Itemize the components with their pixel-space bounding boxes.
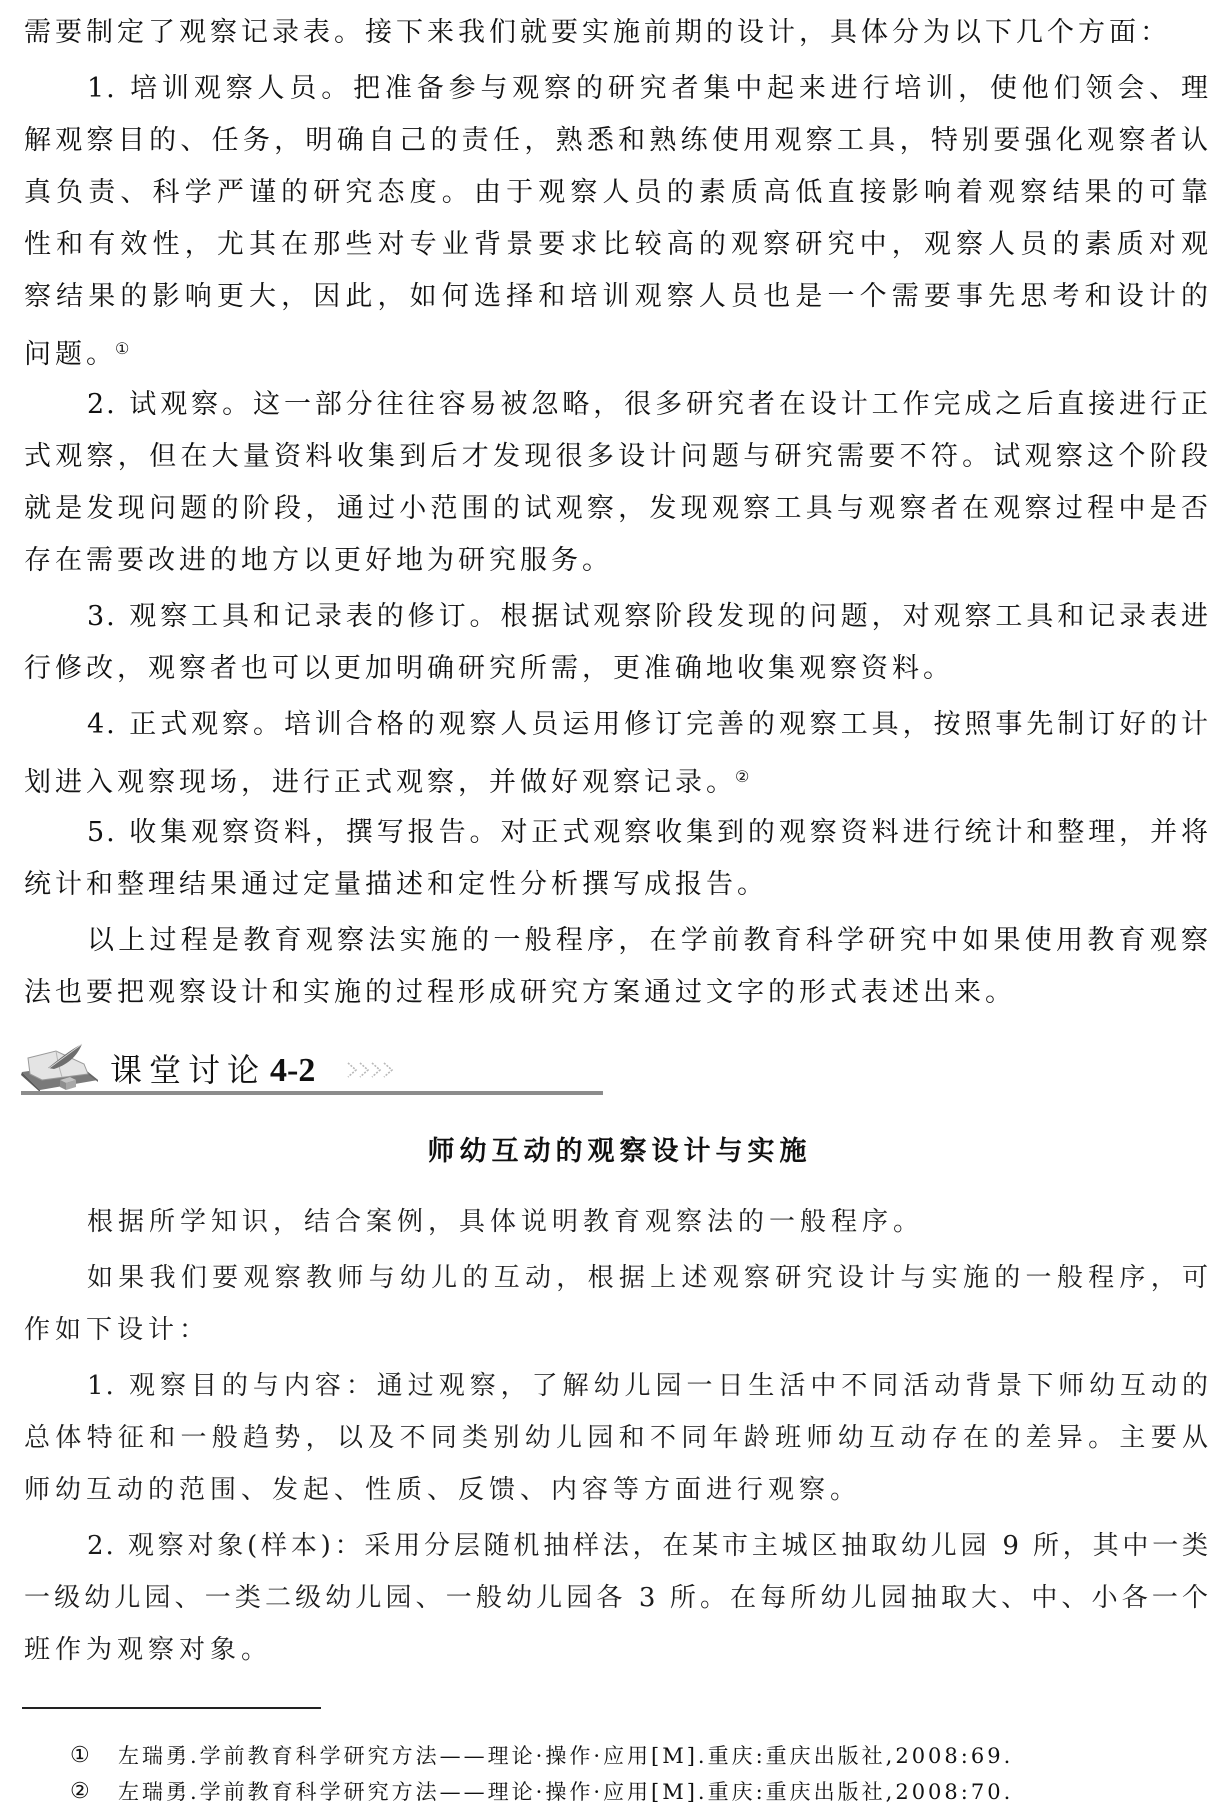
text-line: 存在需要改进的地方以更好地为研究服务。: [24, 545, 613, 576]
text-line: 1. 观察目的与内容：通过观察，了解幼儿园一日生活中不同活动背景下师幼互动的: [87, 1371, 1210, 1401]
text-line-content: 划进入观察现场，进行正式观察，并做好观察记录。: [24, 767, 737, 798]
footnotes: [0, 1738, 1223, 1810]
main-text: [24, 7, 1210, 1019]
footnote-text: 左瑞勇.学前教育科学研究方法——理论·操作·应用[M].重庆:重庆出版社,2008:70.: [118, 1780, 1014, 1804]
text-line: 解观察目的、任务，明确自己的责任，熟悉和熟练使用观察工具，特别要强化观察者认: [24, 125, 1210, 156]
text-line: 察结果的影响更大，因此，如何选择和培训观察人员也是一个需要事先思考和设计的: [24, 281, 1210, 312]
footnote-mark: ①: [70, 1743, 90, 1768]
chevrons-icon: [344, 1061, 400, 1079]
paragraph-formal-observation: [24, 699, 1210, 803]
text-line: 性和有效性，尤其在那些对专业背景要求比较高的观察研究中，观察人员的素质对观: [24, 229, 1210, 260]
text-line: 5. 收集观察资料，撰写报告。对正式观察收集到的观察资料进行统计和整理，并将: [87, 817, 1210, 848]
text-line: 根据所学知识，结合案例，具体说明教育观察法的一般程序。: [87, 1207, 925, 1237]
footnote-mark: ②: [70, 1779, 90, 1804]
text-line: 总体特征和一般趋势，以及不同类别幼儿园和不同年龄班师幼互动存在的差异。主要从: [24, 1423, 1210, 1453]
text-line: 2. 观察对象(样本)：采用分层随机抽样法，在某市主城区抽取幼儿园 9 所，其中一类: [87, 1531, 1210, 1561]
text-line: 2. 试观察。这一部分往往容易被忽略，很多研究者在设计工作完成之后直接进行正: [87, 389, 1210, 420]
text-line: 式观察，但在大量资料收集到后才发现很多设计问题与研究需要不符。试观察这个阶段: [24, 441, 1210, 472]
text-line: 法也要把观察设计和实施的过程形成研究方案通过文字的形式表述出来。: [24, 977, 1016, 1008]
text-line: 如果我们要观察教师与幼儿的互动，根据上述观察研究设计与实施的一般程序，可: [87, 1263, 1210, 1293]
discussion-text: [24, 1196, 1210, 1676]
text-line: [24, 323, 1210, 375]
paragraph-train-observers: [24, 63, 1210, 375]
footnote-text: 左瑞勇.学前教育科学研究方法——理论·操作·应用[M].重庆:重庆出版社,2008:69.: [118, 1744, 1014, 1768]
text-line-content: 问题。: [24, 339, 117, 370]
discussion-heading-number: 4-2: [270, 1052, 316, 1089]
paragraph-summary: [24, 915, 1210, 1019]
text-line: 作如下设计：: [24, 1315, 211, 1345]
footnote-rule: [22, 1707, 321, 1709]
footnote: [0, 1774, 1223, 1810]
text-line: 以上过程是教育观察法实施的一般程序，在学前教育科学研究中如果使用教育观察: [87, 925, 1210, 956]
paragraph-intro: [24, 7, 1210, 59]
footnote-ref: ②: [735, 767, 750, 786]
text-line: 师幼互动的范围、发起、性质、反馈、内容等方面进行观察。: [24, 1475, 862, 1505]
text-line: [24, 751, 1210, 803]
discussion-heading: [110, 1046, 315, 1094]
footnote-ref: ①: [115, 339, 130, 358]
text-line: 班作为观察对象。: [24, 1635, 273, 1665]
text-line: 行修改，观察者也可以更加明确研究所需，更准确地收集观察资料。: [24, 653, 954, 684]
paragraph-trial-observation: [24, 379, 1210, 587]
text-line: 4. 正式观察。培训合格的观察人员运用修订完善的观察工具，按照事先制订好的计: [87, 709, 1210, 740]
discussion-title: 师幼互动的观察设计与实施: [427, 1136, 812, 1167]
paragraph-collect-data: [24, 807, 1210, 911]
text-line: 真负责、科学严谨的研究态度。由于观察人员的素质高低直接影响着观察结果的可靠: [24, 177, 1210, 208]
paragraph-task: [24, 1196, 1210, 1248]
text-line: 统计和整理结果通过定量描述和定性分析撰写成报告。: [24, 869, 768, 900]
text-line: 3. 观察工具和记录表的修订。根据试观察阶段发现的问题，对观察工具和记录表进: [87, 601, 1210, 632]
text-line: 一级幼儿园、一类二级幼儿园、一般幼儿园各 3 所。在每所幼儿园抽取大、中、小各一个: [24, 1583, 1210, 1613]
text-line: 就是发现问题的阶段，通过小范围的试观察，发现观察工具与观察者在观察过程中是否: [24, 493, 1210, 524]
book-quill-icon: [18, 1042, 100, 1092]
footnote: [0, 1738, 1223, 1774]
paragraph-sample: [24, 1520, 1210, 1676]
discussion-heading-label: 课堂讨论: [110, 1051, 267, 1089]
heading-rule: [21, 1091, 603, 1095]
paragraph-design-intro: [24, 1252, 1210, 1356]
text-line: 1. 培训观察人员。把准备参与观察的研究者集中起来进行培训，使他们领会、理: [87, 73, 1210, 104]
text-line: 需要制定了观察记录表。接下来我们就要实施前期的设计，具体分为以下几个方面：: [24, 17, 1171, 48]
paragraph-purpose-content: [24, 1360, 1210, 1516]
paragraph-revise-tools: [24, 591, 1210, 695]
